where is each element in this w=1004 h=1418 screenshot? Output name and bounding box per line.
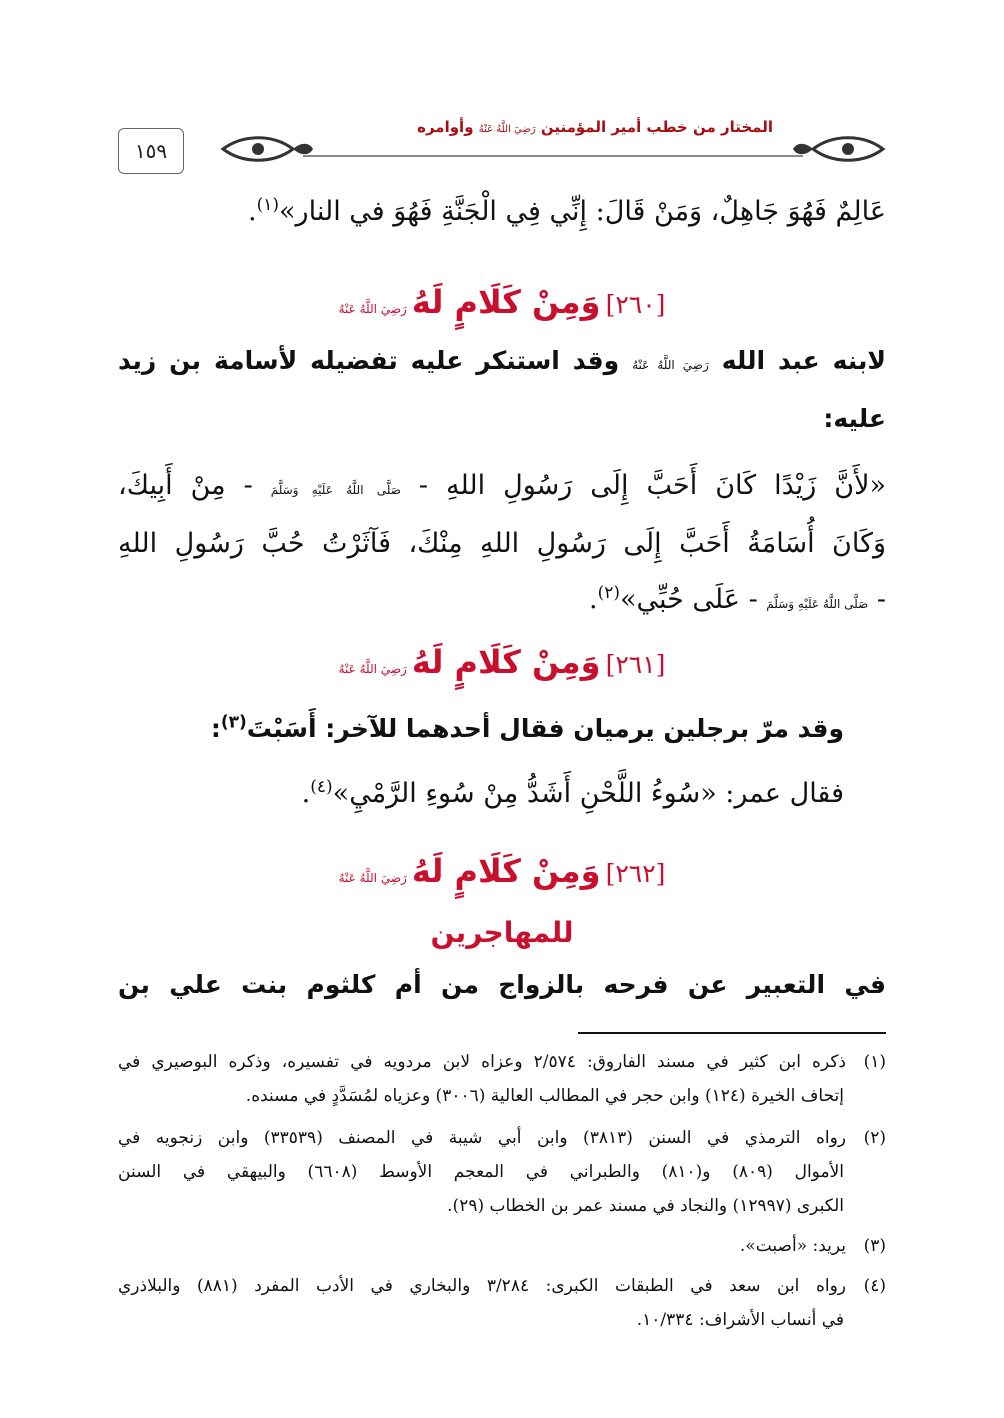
footnote-2-line-3 xyxy=(447,1196,844,1216)
ornament-divider-icon xyxy=(213,132,893,166)
line-261-a xyxy=(211,714,844,743)
footnote-3-line-1 xyxy=(740,1236,886,1256)
quote-3-honorific: صَلَّى اللَّهُ عَلَيْهِ وَسَلَّمَ xyxy=(766,597,869,611)
quote-line-3 xyxy=(589,584,886,615)
section-heading-261 xyxy=(118,643,886,681)
intro-260-c: عليه: xyxy=(823,404,886,433)
footnote-separator xyxy=(578,1032,886,1034)
section-title-260: وَمِنْ كَلَامٍ لَهُ xyxy=(411,283,601,321)
footnote-3-number: (٣) xyxy=(863,1236,886,1256)
footnote-3-text-a: يريد: «أصبت». xyxy=(739,1236,846,1256)
running-title-honorific: رَضِيَ اللَّهُ عَنْهُ xyxy=(478,124,536,135)
line-261-a-end: : xyxy=(210,714,221,743)
quote-2: وَكَانَ أُسَامَةُ أَحَبَّ إِلَى رَسُولِ اللهِ مِنْكَ، فَآثَرْتُ حُبَّ رَسُولِ اللهِ xyxy=(118,528,886,559)
quote-1-a: «لأَنَّ زَيْدًا كَانَ أَحَبَّ إِلَى رَسُولِ اللهِ - xyxy=(418,470,887,501)
footnote-1-number: (١) xyxy=(863,1052,886,1072)
footnote-4-text-a: رواه ابن سعد في الطبقات الكبرى: ٣/٢٨٤ والبخاري في الأدب المفرد (٨٨١) والبلاذري xyxy=(118,1276,846,1296)
quote-line-1 xyxy=(118,470,886,501)
footnote-2-text-a: رواه الترمذي في السنن (٣٨١٣) وابن أبي شيبة في المصنف (٣٣٥٣٩) وابن زنجويه في xyxy=(118,1128,847,1148)
running-title-suffix: وأوامره xyxy=(417,118,474,136)
section-title-262: وَمِنْ كَلَامٍ لَهُ xyxy=(411,852,601,890)
footnote-2-line-2 xyxy=(118,1162,844,1182)
line-261-b-end: . xyxy=(301,778,311,809)
quote-3-b: - عَلَى حُبِّي» xyxy=(619,584,758,615)
quote-3-end: . xyxy=(588,584,598,615)
line-261-b xyxy=(302,778,844,809)
page-header xyxy=(118,118,888,190)
quote-1-b: - مِنْ أَبِيكَ، xyxy=(118,470,253,501)
section-honorific-261: رَضِيَ اللَّهُ عَنْهُ xyxy=(338,662,407,676)
footnote-1-text-b: إتحاف الخيرة (١٢٤) وابن حجر في المطالب العالية (٣٠٠٦) وعزياه لمُسَدَّدٍ في مسنده. xyxy=(245,1086,844,1106)
intro-260-a: لابنه عبد الله xyxy=(721,346,886,375)
intro-260-honorific: رَضِيَ اللَّهُ عَنْهُ xyxy=(632,358,709,372)
quote-1-honorific: صَلَّى اللَّهُ عَلَيْهِ وَسَلَّمَ xyxy=(270,483,401,497)
footnote-1-line-2 xyxy=(246,1086,844,1106)
section-heading-262 xyxy=(118,852,886,890)
intro-260-line-2 xyxy=(823,404,886,433)
page-number: ١٥٩ xyxy=(118,128,184,174)
footnote-4-line-2 xyxy=(637,1310,844,1330)
line-262 xyxy=(118,970,886,999)
body-line-1-text: عَالِمٌ فَهُوَ جَاهِلٌ، وَمَنْ قَالَ: إِنِّي فِي الْجَنَّةِ فَهُوَ في النار» xyxy=(279,196,886,227)
footnote-4-text-b: في أنساب الأشراف: ١٠/٣٣٤. xyxy=(636,1310,844,1330)
section-honorific-260: رَضِيَ اللَّهُ عَنْهُ xyxy=(338,302,407,316)
footnote-2-text-b: الأموال (٨٠٩) و(٨١٠) والطبراني في المعجم الأوسط (٦٦٠٨) والبيهقي في السنن xyxy=(118,1162,844,1182)
section-title-261: وَمِنْ كَلَامٍ لَهُ xyxy=(411,643,601,681)
section-heading-260 xyxy=(118,283,886,321)
running-title-text: المختار من خطب أمير المؤمنين xyxy=(540,118,773,136)
subheading-262: للمهاجرين xyxy=(430,916,574,949)
quote-3-a: - xyxy=(876,584,886,615)
body-line-1-end: . xyxy=(248,196,257,227)
quote-line-2 xyxy=(118,528,886,559)
line-261-b-text: فقال عمر: «سُوءُ اللَّحْنِ أَشَدُّ مِنْ سُوءِ الرَّمْيِ» xyxy=(332,778,844,809)
running-title xyxy=(417,118,773,136)
section-number-260: [٢٦٠] xyxy=(605,290,666,319)
body-line-1 xyxy=(248,196,886,227)
intro-260-b: وقد استنكر عليه تفضيله لأسامة بن زيد xyxy=(118,346,620,375)
intro-260-line-1 xyxy=(118,346,886,375)
section-number-262: [٢٦٢] xyxy=(605,859,666,888)
section-number-261: [٢٦١] xyxy=(605,650,666,679)
footnote-2-line-1 xyxy=(118,1128,886,1148)
footnote-ref-2[interactable]: (٢) xyxy=(597,583,620,603)
line-262-text: في التعبير عن فرحه بالزواج من أم كلثوم بنت علي بن xyxy=(118,970,886,999)
footnote-1-text-a: ذكره ابن كثير في مسند الفاروق: ٢/٥٧٤ وعزاه لابن مردويه في تفسيره، وذكره البوصيري في xyxy=(118,1052,846,1072)
footnote-1-line-1 xyxy=(118,1052,886,1072)
footnote-4-number: (٤) xyxy=(863,1276,886,1296)
footnote-ref-3[interactable]: (٣) xyxy=(220,712,247,733)
footnote-2-number: (٢) xyxy=(863,1128,887,1148)
footnote-4-line-1 xyxy=(118,1276,886,1296)
line-261-a-text: وقد مرّ برجلين يرميان فقال أحدهما للآخر: أَسَبْتَ xyxy=(246,714,844,743)
footnote-2-text-c: الكبرى (١٢٩٩٧) والنجاد في مسند عمر بن الخطاب (٢٩). xyxy=(447,1196,844,1216)
footnote-ref-4[interactable]: (٤) xyxy=(310,777,333,797)
footnote-ref-1[interactable]: (١) xyxy=(256,195,280,215)
section-honorific-262: رَضِيَ اللَّهُ عَنْهُ xyxy=(338,871,407,885)
